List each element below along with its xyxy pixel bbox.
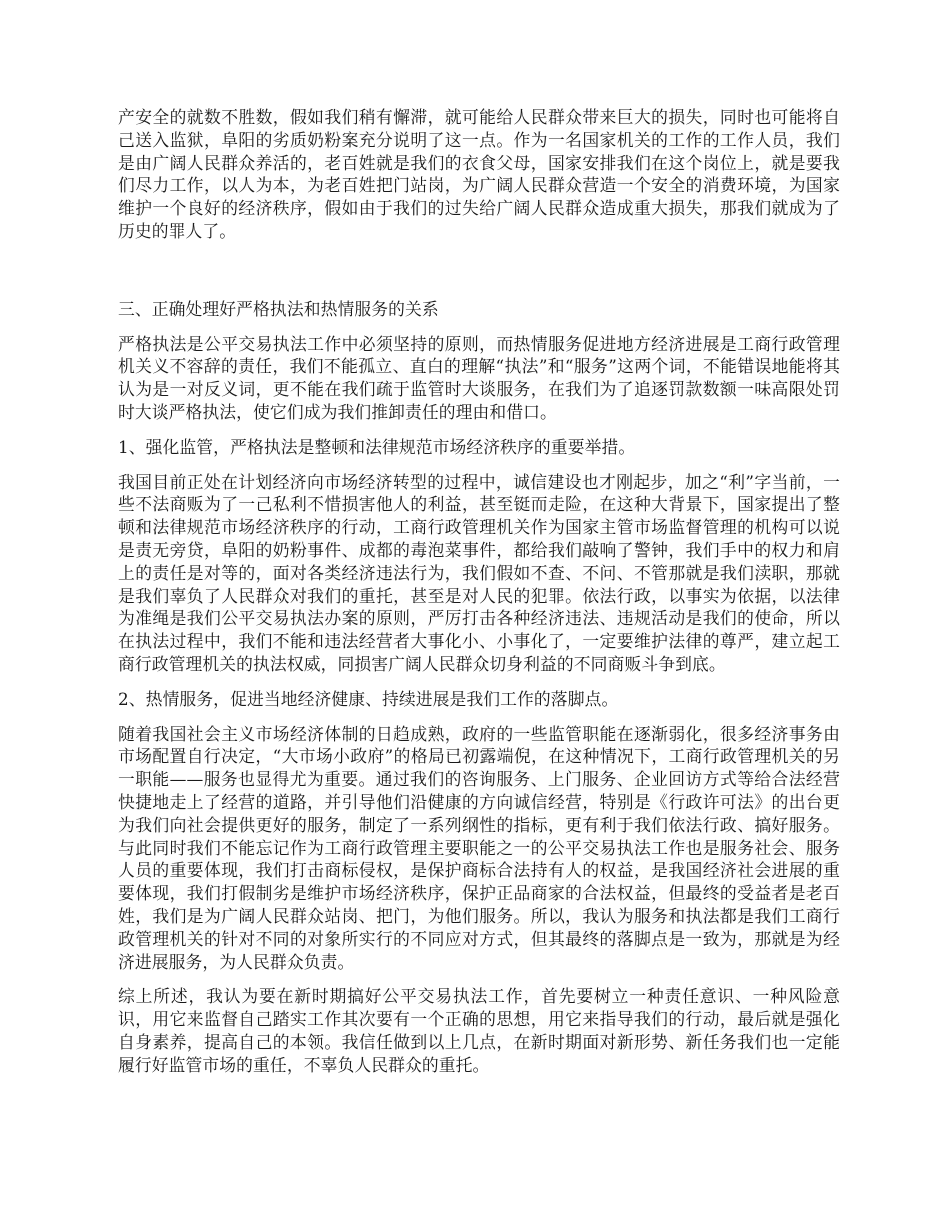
paragraph-enforcement: 我国目前正处在计划经济向市场经济转型的过程中，诚信建设也才刚起步，加之“利”字当前，一些不法商贩为了一己私利不惜损害他人的利益，甚至铤而走险，在这种大背景下，国家提出了整顿和法律规范市场经济秩序的行动，工商行政管理机关作为国家主管市场监督管理的机构可以说是责无旁贷，阜阳的奶粉事件、成都的毒泡菜事件，都给我们敲响了警钟，我们手中的权力和肩上的责任是对等的，面对各类经济违法行为，我们假如不查、不问、不管那就是我们渎职，那就是我们辜负了人民群众对我们的重托，甚至是对人民的犯罪。依法行政，以事实为依据，以法律为准绳是我们公平交易执法办案的原则，严厉打击各种经济违法、违规活动是我们的使命，所以在执法过程中，我们不能和违法经营者大事化小、小事化了，一定要维护法律的尊严，建立起工商行政管理机关的执法权威，同损害广阔人民群众切身利益的不同商贩斗争到底。	[118, 471, 840, 674]
paragraph-conclusion: 综上所述，我认为要在新时期搞好公平交易执法工作，首先要树立一种责任意识、一种风险意识，用它来监督自己踏实工作其次要有一个正确的思想，用它来指导我们的行动，最后就是强化自身素养，提高自己的本领。我信任做到以上几点，在新时期面对新形势、新任务我们也一定能履行好监管市场的重任，不辜负人民群众的重托。	[118, 986, 840, 1075]
paragraph-service: 随着我国社会主义市场经济体制的日趋成熟，政府的一些监管职能在逐渐弱化，很多经济事务由市场配置自行决定，“大市场小政府”的格局已初露端倪，在这种情况下，工商行政管理机关的另一职能——服务也显得尤为重要。通过我们的咨询服务、上门服务、企业回访方式等给合法经营快捷地走上了经营的道路，并引导他们沿健康的方向诚信经营，特别是《行政许可法》的出台更为我们向社会提供更好的服务，制定了一系列纲性的指标，更有利于我们依法行政、搞好服务。与此同时我们不能忘记作为工商行政管理主要职能之一的公平交易执法工作也是服务社会、服务人员的重要体现，我们打击商标侵权，是保护商标合法持有人的权益，是我国经济社会进展的重要体现，我们打假制劣是维护市场经济秩序，保护正品商家的合法权益，但最终的受益者是老百姓，我们是为广阔人民群众站岗、把门，为他们服务。所以，我认为服务和执法都是我们工商行政管理机关的针对不同的对象所实行的不同应对方式，但其最终的落脚点是一致为，那就是为经济进展服务，为人民群众负责。	[118, 723, 840, 972]
subheading-2: 2、热情服务，促进当地经济健康、持续进展是我们工作的落脚点。	[118, 688, 619, 709]
section-heading: 三、正确处理好严格执法和热情服务的关系	[118, 298, 439, 319]
document-body	[118, 106, 840, 1088]
section-gap	[118, 255, 840, 298]
subheading-1: 1、强化监管，严格执法是整顿和法律规范市场经济秩序的重要举措。	[118, 436, 636, 457]
paragraph-section-intro: 严格执法是公平交易执法工作中必须坚持的原则，而热情服务促进地方经济进展是工商行政管理机关义不容辞的责任，我们不能孤立、直白的理解“执法”和“服务”这两个词，不能错误地能将其认为是一对反义词，更不能在我们疏于监管时大谈服务，在我们为了追逐罚款数额一味高限处罚时大谈严格执法，使它们成为我们推卸责任的理由和借口。	[118, 333, 840, 422]
paragraph-intro: 产安全的就数不胜数，假如我们稍有懈滞，就可能给人民群众带来巨大的损失，同时也可能将自己送入监狱，阜阳的劣质奶粉案充分说明了这一点。作为一名国家机关的工作的工作人员，我们是由广阔人民群众养活的，老百姓就是我们的衣食父母，国家安排我们在这个岗位上，就是要我们尽力工作，以人为本，为老百姓把门站岗，为广阔人民群众营造一个安全的消费环境，为国家维护一个良好的经济秩序，假如由于我们的过失给广阔人民群众造成重大损失，那我们就成为了历史的罪人了。	[118, 107, 840, 241]
